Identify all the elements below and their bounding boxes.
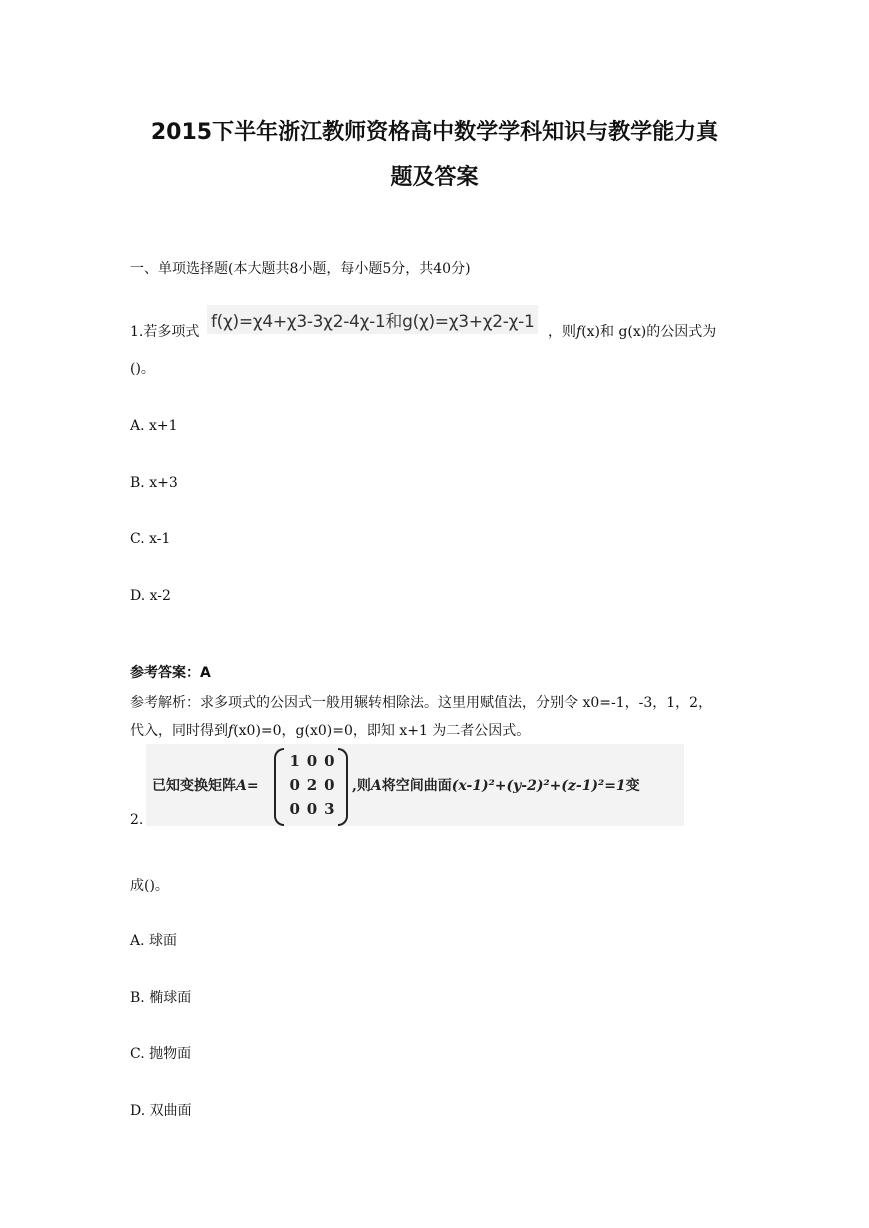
q2-option-d: D. 双曲面 xyxy=(130,1103,192,1119)
q2-formula-image xyxy=(146,744,684,826)
q2-option-b: B. 椭球面 xyxy=(130,990,192,1006)
q1-continuation: ()。 xyxy=(130,361,155,377)
matrix-cell: 0 xyxy=(289,800,300,818)
q1-suffix xyxy=(548,321,716,341)
q2-continuation: 成()。 xyxy=(130,878,169,894)
q1-suffix-mid: (x)和 g(x)的公因式为 xyxy=(581,324,717,340)
matrix-cell: 0 xyxy=(306,752,318,770)
q2-formula-pre-text: 已知变换矩阵 xyxy=(152,778,236,794)
matrix-cell: 1 xyxy=(289,752,300,770)
matrix-cell: 0 xyxy=(306,800,318,818)
q1-option-c: C. x-1 xyxy=(130,531,171,547)
q2-formula-surface: (x-1)²+(y-2)²+(z-1)²=1 xyxy=(451,778,626,794)
q2-formula-eq: = xyxy=(246,778,259,794)
q1-suffix-pre: ，则 xyxy=(548,324,576,340)
matrix-left-bracket xyxy=(274,748,284,826)
q2-formula-end: 变 xyxy=(625,778,640,794)
analysis-line2 xyxy=(130,720,530,740)
q2-formula-A2: A xyxy=(370,778,382,794)
analysis-line2-post: (x0)=0，g(x0)=0，即知 x+1 为二者公因式。 xyxy=(233,723,531,739)
q2-option-c: C. 抛物面 xyxy=(130,1046,192,1062)
matrix-cell: 0 xyxy=(324,776,335,794)
analysis-line2-f: f xyxy=(228,723,234,739)
q2-formula-A: A xyxy=(236,778,247,794)
matrix-cell: 2 xyxy=(306,776,318,794)
section-heading: 一、单项选择题(本大题共8小题，每小题5分，共40分) xyxy=(130,261,471,277)
q1-option-b: B. x+3 xyxy=(130,475,178,491)
document-title-line1: 2015下半年浙江教师资格高中数学学科知识与教学能力真 xyxy=(150,120,719,145)
q2-option-a: A. 球面 xyxy=(130,933,178,949)
document-title-line2: 题及答案 xyxy=(390,165,479,190)
matrix-cells xyxy=(286,752,338,818)
q2-formula-post xyxy=(352,775,640,795)
q2-number: 2. xyxy=(130,812,144,828)
q2-formula-pre xyxy=(152,775,259,795)
q2-formula-post-text: 将空间曲面 xyxy=(381,778,452,794)
q1-prefix: 1.若多项式 xyxy=(130,324,200,340)
q1-suffix-f: f xyxy=(576,324,582,340)
analysis-line1: 参考解析：求多项式的公因式一般用辗转相除法。这里用赋值法，分别令 x0=-1，-3，1，2， xyxy=(130,695,713,711)
q1-option-d: D. x-2 xyxy=(130,588,171,604)
matrix-right-bracket xyxy=(338,748,348,826)
matrix-cell: 3 xyxy=(324,800,335,818)
matrix-cell: 0 xyxy=(289,776,300,794)
q2-formula-mid: ,则 xyxy=(352,778,371,794)
q1-formula-image: f(χ)=χ4+χ3-3χ2-4χ-1和g(χ)=χ3+χ2-χ-1 xyxy=(207,305,538,334)
q1-option-a: A. x+1 xyxy=(130,418,178,434)
analysis-line2-pre: 代入，同时得到 xyxy=(130,723,228,739)
answer-label: 参考答案：A xyxy=(130,665,211,681)
matrix-cell: 0 xyxy=(324,752,335,770)
q2-matrix xyxy=(274,748,348,822)
